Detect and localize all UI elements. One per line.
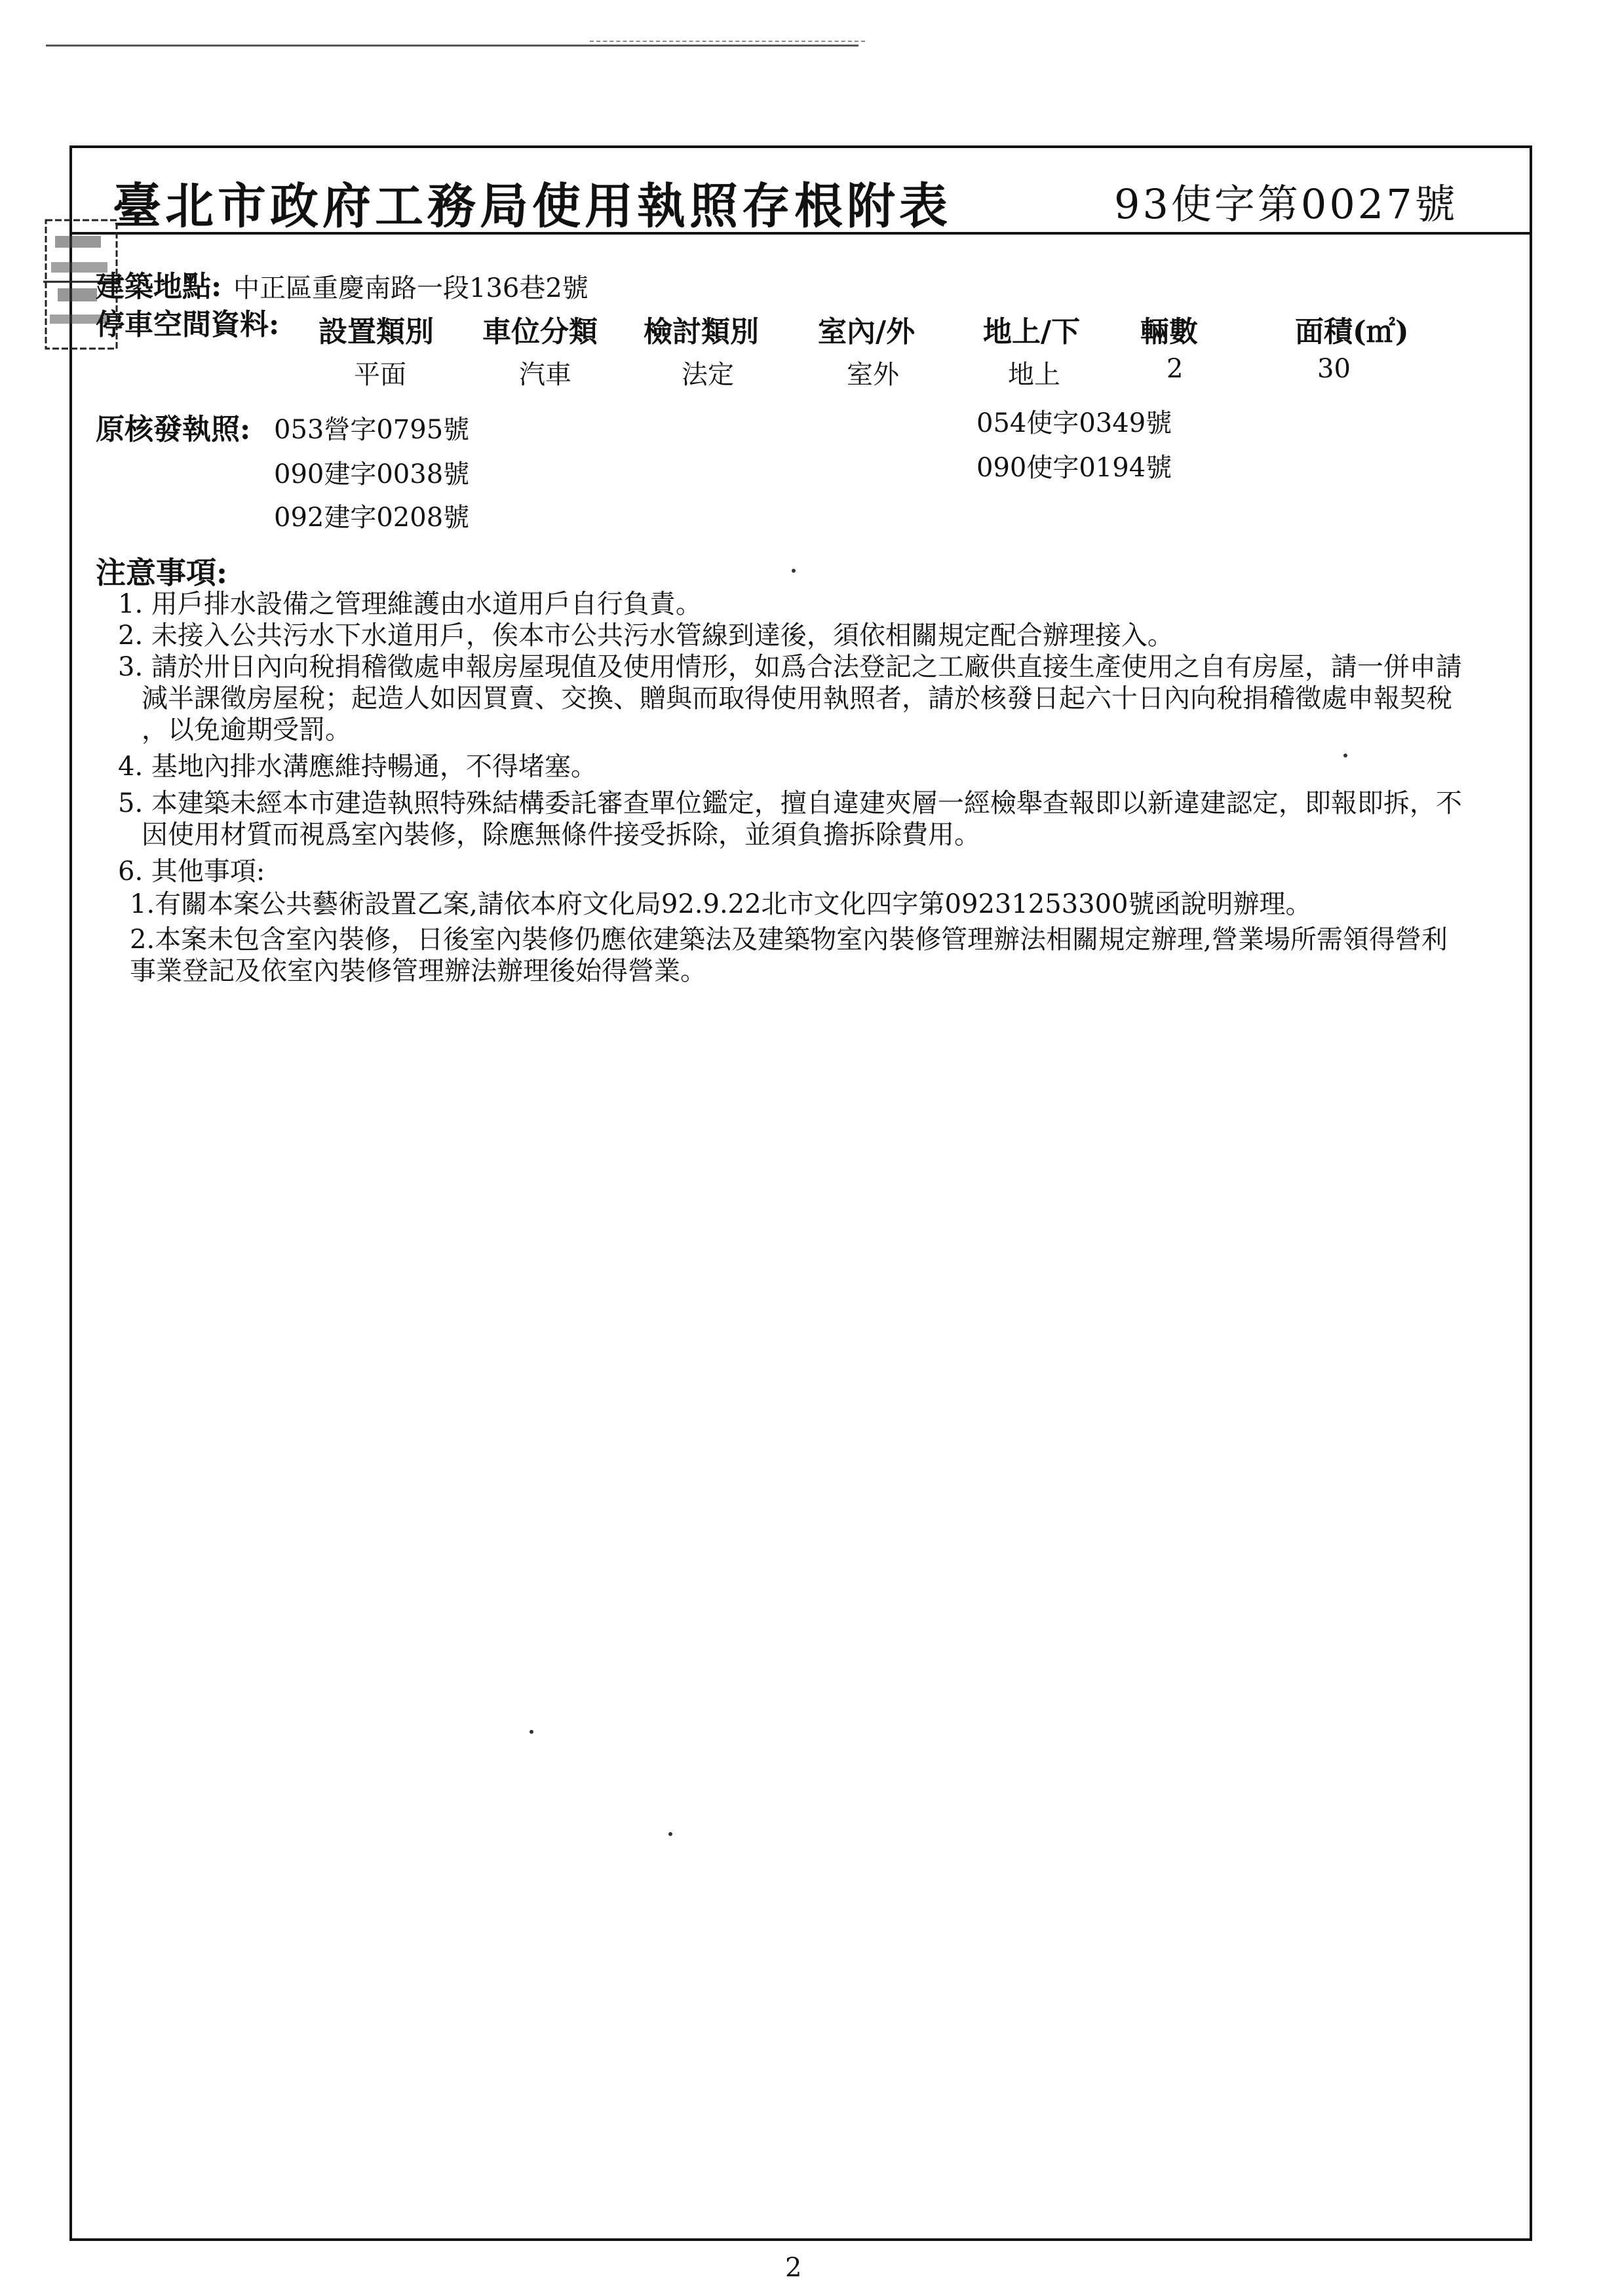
note-item: 5. 本建築未經本市建造執照特殊結構委託審查單位鑑定，擅自違建夾層一經檢舉查報即以新違建認定，即報即拆，不 <box>118 788 1462 818</box>
parking-val-setting-type: 平面 <box>354 360 406 390</box>
parking-val-indoor-outdoor: 室外 <box>847 360 899 390</box>
note-item: 因使用材質而視爲室內裝修，除應無條件接受拆除，並須負擔拆除費用。 <box>142 820 980 850</box>
note-item: 6. 其他事項: <box>118 856 265 887</box>
parking-val-area: 30 <box>1317 354 1351 384</box>
note-item: 2. 未接入公共污水下水道用戶，俟本市公共污水管線到達後，須依相關規定配合辦理接入。 <box>118 621 1174 651</box>
scan-speck <box>668 1832 672 1836</box>
parking-val-review-class: 法定 <box>682 360 734 390</box>
document-title: 臺北市政府工務局使用執照存根附表 <box>113 178 952 235</box>
site-address: 中正區重慶南路一段136巷2號 <box>233 273 588 303</box>
scan-top-line-faint <box>590 41 865 42</box>
parking-label: 停車空間資料: <box>96 308 280 341</box>
scan-speck <box>1343 754 1347 757</box>
page-number: 2 <box>785 2253 802 2283</box>
original-license-item: 053營字0795號 <box>274 415 470 445</box>
note-item: 減半課徵房屋稅；起造人如因買賣、交換、贈與而取得使用執照者，請於核發日起六十日內向稅捐稽徵處申報契稅 <box>142 683 1452 714</box>
parking-val-space-class: 汽車 <box>519 360 571 390</box>
parking-val-count: 2 <box>1167 354 1184 384</box>
note-item: 4. 基地內排水溝應維持暢通，不得堵塞。 <box>118 752 597 782</box>
original-license-item: 092建字0208號 <box>274 503 470 533</box>
note-item: 3. 請於卅日內向稅捐稽徵處申報房屋現值及使用情形，如爲合法登記之工廠供直接生產使用之自有房屋，請一併申請 <box>118 652 1462 682</box>
notes-title: 注意事項: <box>96 555 227 590</box>
permit-number: 93使字第0027號 <box>1114 180 1458 228</box>
note-item: 1.有關本案公共藝術設置乙案,請依本府文化局92.9.22北市文化四字第09231253300號函說明辦理。 <box>130 889 1312 919</box>
note-item: 1. 用戶排水設備之管理維護由水道用戶自行負責。 <box>118 589 702 619</box>
note-item: ，以免逾期受罰。 <box>142 715 351 745</box>
parking-col-area: 面積(㎡) <box>1295 315 1409 349</box>
original-license-item: 090使字0194號 <box>976 453 1172 483</box>
scan-speck <box>792 569 796 573</box>
note-item: 2.本案未包含室內裝修，日後室內裝修仍應依建築法及建築物室內裝修管理辦法相關規定辦理,營業場所需領得營利 <box>130 925 1448 955</box>
original-license-item: 054使字0349號 <box>976 408 1172 438</box>
parking-col-space-class: 車位分類 <box>482 315 598 349</box>
parking-col-setting-type: 設置類別 <box>318 315 434 349</box>
scan-speck <box>530 1730 533 1734</box>
parking-col-review-class: 檢討類別 <box>644 315 759 349</box>
note-item: 事業登記及依室內裝修管理辦法辦理後始得營業。 <box>130 956 706 986</box>
parking-col-count: 輛數 <box>1140 315 1198 349</box>
original-license-item: 090建字0038號 <box>274 459 470 489</box>
site-label: 建築地點: <box>96 270 222 303</box>
scan-top-line <box>46 45 858 47</box>
parking-col-indoor-outdoor: 室內/外 <box>818 315 916 349</box>
parking-val-above-below: 地上 <box>1008 360 1060 390</box>
original-licenses-label: 原核發執照: <box>96 413 251 446</box>
parking-col-above-below: 地上/下 <box>983 315 1081 349</box>
